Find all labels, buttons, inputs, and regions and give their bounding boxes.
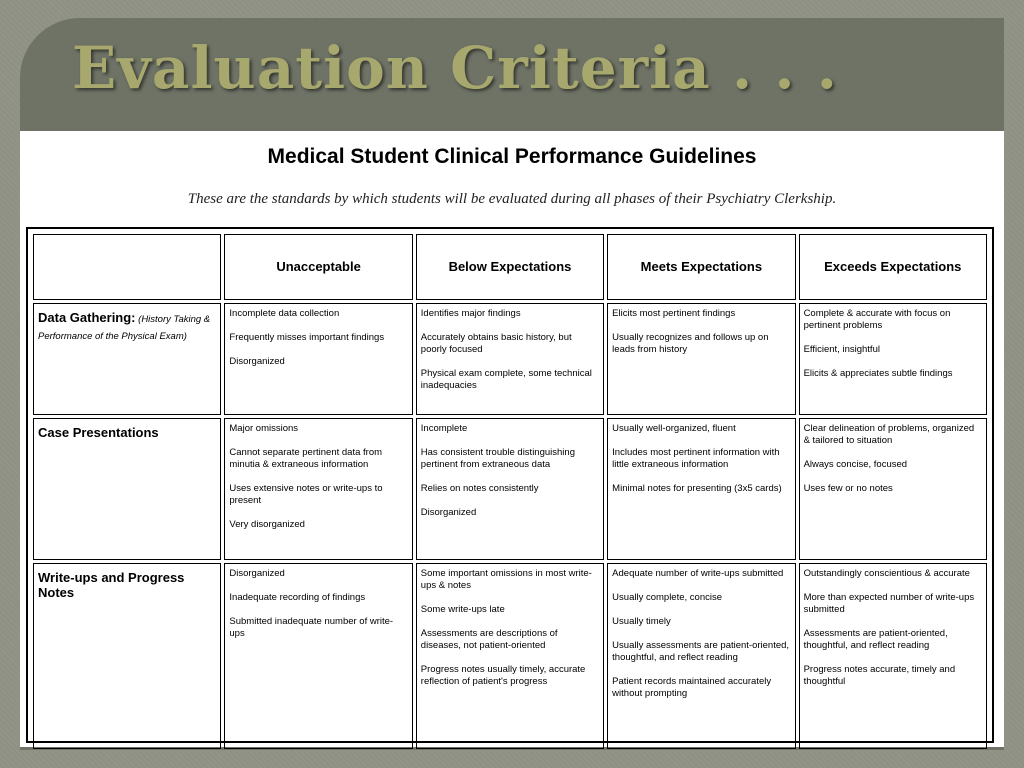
criteria-cell bbox=[224, 563, 412, 749]
criterion-item: More than expected number of write-ups submitted bbox=[803, 592, 975, 615]
criterion-item: Has consistent trouble distinguishing pertinent from extraneous data bbox=[420, 447, 575, 470]
criterion-item: Incomplete data collection bbox=[229, 308, 340, 319]
criterion-item: Frequently misses important findings bbox=[229, 332, 385, 343]
criterion-item: Usually timely bbox=[612, 616, 671, 627]
criterion-item: Major omissions bbox=[229, 423, 299, 434]
criteria-table bbox=[30, 231, 990, 750]
header-row bbox=[33, 234, 987, 300]
criterion-item: Usually complete, concise bbox=[612, 592, 722, 603]
criterion-item: Very disorganized bbox=[229, 519, 305, 530]
criteria-cell bbox=[416, 418, 604, 560]
criterion-item: Includes most pertinent information with little extraneous information bbox=[612, 447, 780, 470]
criterion-item: Disorganized bbox=[229, 568, 285, 579]
criterion-item: Always concise, focused bbox=[803, 459, 908, 470]
criterion-item: Usually recognizes and follows up on leads from history bbox=[612, 332, 769, 355]
criteria-cell bbox=[224, 303, 412, 415]
criterion-item: Incomplete bbox=[420, 423, 468, 434]
document-panel bbox=[20, 131, 1004, 747]
criterion-item: Disorganized bbox=[420, 507, 477, 518]
criteria-cell bbox=[607, 563, 795, 749]
criteria-cell bbox=[607, 303, 795, 415]
row-header bbox=[33, 563, 221, 749]
criteria-cell bbox=[224, 418, 412, 560]
criteria-cell bbox=[799, 418, 987, 560]
column-header: Meets Expectations bbox=[607, 234, 795, 300]
row-header bbox=[33, 303, 221, 415]
criteria-cell bbox=[416, 563, 604, 749]
criterion-item: Disorganized bbox=[229, 356, 285, 367]
criterion-item: Assessments are descriptions of diseases, not patient-oriented bbox=[420, 628, 558, 651]
slide-title: Evaluation Criteria . . . bbox=[72, 34, 838, 102]
criterion-item: Elicits & appreciates subtle findings bbox=[803, 368, 953, 379]
criterion-item: Patient records maintained accurately without prompting bbox=[612, 676, 772, 699]
criteria-cell bbox=[607, 418, 795, 560]
criterion-item: Elicits most pertinent findings bbox=[612, 308, 736, 319]
criterion-item: Cannot separate pertinent data from minutia & extraneous information bbox=[229, 447, 383, 470]
criterion-item: Minimal notes for presenting (3x5 cards) bbox=[612, 483, 782, 494]
document-subtitle: These are the standards by which students will be evaluated during all phases of their Psychiatry Clerkship. bbox=[187, 191, 837, 207]
criterion-item: Accurately obtains basic history, but poorly focused bbox=[420, 332, 572, 355]
row-label: Data Gathering: bbox=[38, 310, 136, 325]
document-heading: Medical Student Clinical Performance Guidelines bbox=[267, 145, 757, 168]
row-label: Case Presentations bbox=[38, 425, 159, 440]
criterion-item: Adequate number of write-ups submitted bbox=[612, 568, 784, 579]
criterion-item: Usually well-organized, fluent bbox=[612, 423, 736, 434]
criteria-cell bbox=[416, 303, 604, 415]
criterion-item: Uses extensive notes or write-ups to present bbox=[229, 483, 383, 506]
column-header: Exceeds Expectations bbox=[799, 234, 987, 300]
header-corner bbox=[33, 234, 221, 300]
row-label: Write-ups and Progress Notes bbox=[38, 570, 185, 600]
criterion-item: Submitted inadequate number of write-ups bbox=[229, 616, 394, 639]
slide-frame bbox=[20, 18, 1004, 750]
criterion-item: Inadequate recording of findings bbox=[229, 592, 366, 603]
criterion-item: Physical exam complete, some technical inadequacies bbox=[420, 368, 592, 391]
criteria-cell bbox=[799, 303, 987, 415]
row-note: (History Taking & Performance of the Physical Exam) bbox=[38, 314, 211, 342]
criterion-item: Complete & accurate with focus on pertinent problems bbox=[803, 308, 951, 331]
criteria-table-frame bbox=[26, 227, 994, 743]
criterion-item: Progress notes usually timely, accurate reflection of patient's progress bbox=[420, 664, 586, 687]
criterion-item: Assessments are patient-oriented, thoughtful, and reflect reading bbox=[803, 628, 948, 651]
table-row bbox=[33, 563, 987, 749]
table-row bbox=[33, 303, 987, 415]
criterion-item: Progress notes accurate, timely and thoughtful bbox=[803, 664, 956, 687]
criterion-item: Efficient, insightful bbox=[803, 344, 880, 355]
criterion-item: Uses few or no notes bbox=[803, 483, 893, 494]
criterion-item: Some write-ups late bbox=[420, 604, 505, 615]
criterion-item: Some important omissions in most write-ups & notes bbox=[420, 568, 592, 591]
criterion-item: Usually assessments are patient-oriented, thoughtful, and reflect reading bbox=[612, 640, 790, 663]
criteria-cell bbox=[799, 563, 987, 749]
criterion-item: Clear delineation of problems, organized & tailored to situation bbox=[803, 423, 975, 446]
table-row bbox=[33, 418, 987, 560]
column-header: Below Expectations bbox=[416, 234, 604, 300]
criterion-item: Relies on notes consistently bbox=[420, 483, 539, 494]
criterion-item: Identifies major findings bbox=[420, 308, 521, 319]
criterion-item: Outstandingly conscientious & accurate bbox=[803, 568, 970, 579]
column-header: Unacceptable bbox=[224, 234, 412, 300]
row-header bbox=[33, 418, 221, 560]
